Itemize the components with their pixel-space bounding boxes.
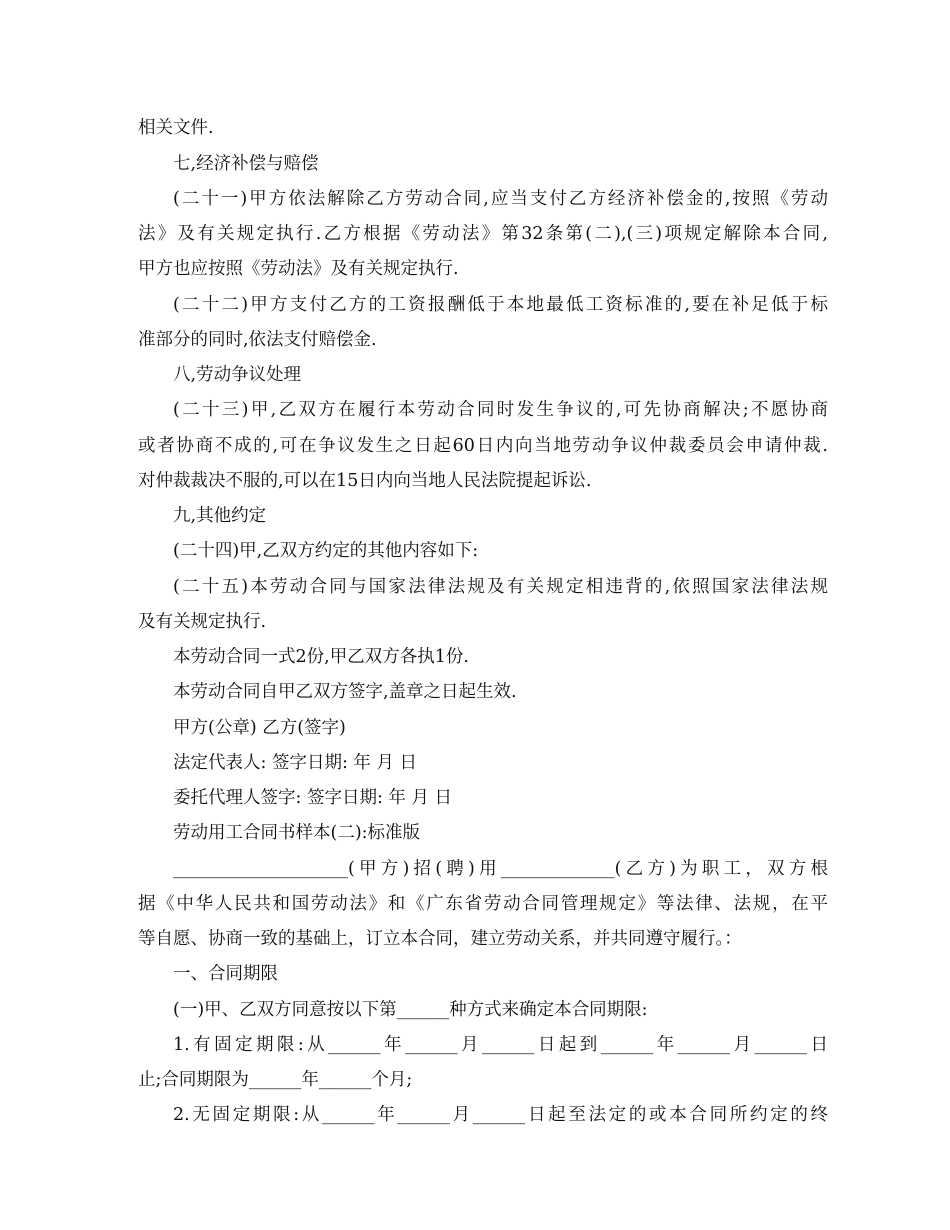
section-heading: 九,其他约定 [173, 506, 267, 526]
text-line: (二十二)甲方支付乙方的工资报酬低于本地最低工资标准的,要在补足低于标 [173, 295, 828, 315]
text-line: 或者协商不成的,可在争议发生之日起60日内向当地劳动争议仲裁委员会申请仲裁. [138, 436, 828, 456]
text-line: 止;合同期限为______年______个月; [138, 1070, 413, 1090]
text-line: 准部分的同时,依法支付赔偿金. [138, 330, 377, 350]
section-heading: 一、合同期限 [173, 964, 278, 984]
text-line: (二十三)甲,乙双方在履行本劳动合同时发生争议的,可先协商解决;不愿协商 [173, 400, 828, 420]
text-line: 2.无固定期限:从______年______月______日起至法定的或本合同所约定的终 [173, 1105, 828, 1125]
text-line: 甲方也应按照《劳动法》及有关规定执行. [138, 259, 459, 279]
text-line: ____________________(甲方)招(聘)用_____________(乙方)为职工，双方根 [173, 859, 828, 879]
text-line: (二十四)甲,乙双方约定的其他内容如下: [173, 541, 479, 561]
text-line: 本劳动合同自甲乙双方签字,盖章之日起生效. [173, 682, 517, 702]
text-line: 等自愿、协商一致的基础上，订立本合同，建立劳动关系，并共同遵守履行。： [138, 929, 742, 949]
sample-title: 劳动用工合同书样本(二):标准版 [173, 823, 421, 843]
text-line: 1.有固定期限:从______年______月______日起到______年______月______日 [173, 1035, 828, 1055]
text-line: 及有关规定执行. [138, 612, 267, 632]
section-heading: 八,劳动争议处理 [173, 365, 302, 385]
text-line: 法》及有关规定执行.乙方根据《劳动法》第32条第(二),(三)项规定解除本合同, [138, 224, 828, 244]
text-line: (二十一)甲方依法解除乙方劳动合同,应当支付乙方经济补偿金的,按照《劳动 [173, 189, 828, 209]
text-line: (一)甲、乙双方同意按以下第______种方式来确定本合同期限: [173, 1000, 648, 1020]
signature-line: 委托代理人签字: 签字日期: 年 月 日 [173, 788, 453, 808]
section-heading: 七,经济补偿与赔偿 [173, 154, 319, 174]
text-line: 本劳动合同一式2份,甲乙双方各执1份. [173, 647, 469, 667]
text-line: (二十五)本劳动合同与国家法律法规及有关规定相违背的,依照国家法律法规 [173, 577, 828, 597]
text-line: 对仲裁裁决不服的,可以在15日内向当地人民法院提起诉讼. [138, 471, 592, 491]
signature-line: 甲方(公章) 乙方(签字) [173, 718, 346, 738]
text-line: 相关文件. [138, 118, 214, 138]
signature-line: 法定代表人: 签字日期: 年 月 日 [173, 753, 418, 773]
text-line: 据《中华人民共和国劳动法》和《广东省劳动合同管理规定》等法律、法规，在平 [138, 894, 828, 914]
